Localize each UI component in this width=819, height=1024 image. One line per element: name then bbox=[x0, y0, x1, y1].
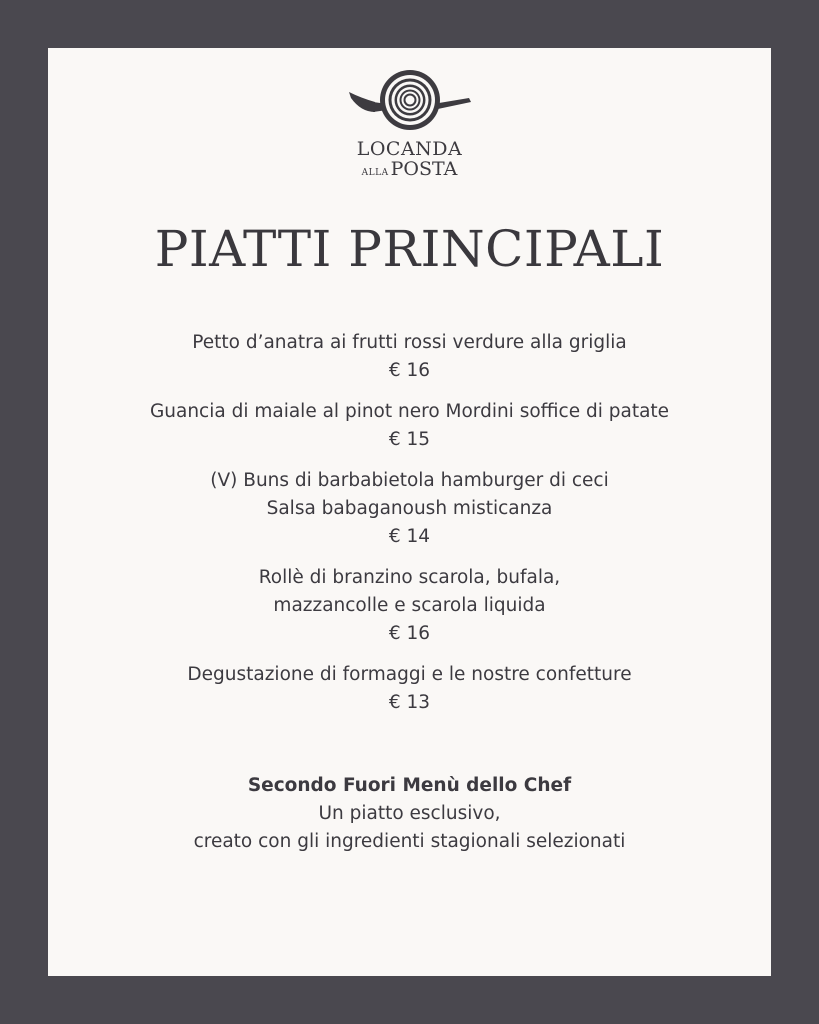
brand-name-line1: LOCANDA bbox=[356, 138, 463, 160]
dish-price: € 15 bbox=[388, 429, 431, 450]
dish-name: Degustazione di formaggi e le nostre confetture bbox=[187, 664, 632, 685]
dish-price: € 16 bbox=[388, 623, 431, 644]
post-horn-icon bbox=[347, 68, 473, 132]
dish-item bbox=[48, 564, 771, 648]
chef-special bbox=[48, 772, 771, 856]
brand-posta: POSTA bbox=[390, 158, 458, 180]
logo bbox=[48, 68, 771, 132]
dish-name: Guancia di maiale al pinot nero Mordini soffice di patate bbox=[149, 401, 670, 422]
page-title: PIATTI PRINCIPALI bbox=[154, 220, 665, 278]
chef-special-line1: Un piatto esclusivo, bbox=[318, 803, 501, 824]
dish-item bbox=[48, 661, 771, 717]
dish-item bbox=[48, 467, 771, 551]
chef-special-heading: Secondo Fuori Menù dello Chef bbox=[247, 775, 572, 796]
brand-name-line2 bbox=[48, 158, 771, 180]
brand-alla: ALLA bbox=[361, 168, 389, 178]
dish-description: Salsa babaganoush misticanza bbox=[266, 498, 553, 519]
dish-price: € 16 bbox=[388, 360, 431, 381]
dish-price: € 14 bbox=[388, 526, 431, 547]
dish-item bbox=[48, 329, 771, 385]
dish-item bbox=[48, 398, 771, 454]
dish-description: mazzancolle e scarola liquida bbox=[273, 595, 546, 616]
dish-list bbox=[48, 329, 771, 730]
chef-special-line2: creato con gli ingredienti stagionali selezionati bbox=[193, 831, 626, 852]
dish-name: (V) Buns di barbabietola hamburger di ceci bbox=[210, 470, 609, 491]
dish-price: € 13 bbox=[388, 692, 431, 713]
menu-card bbox=[48, 48, 771, 976]
dish-name: Petto d’anatra ai frutti rossi verdure alla griglia bbox=[192, 332, 627, 353]
dish-name: Rollè di branzino scarola, bufala, bbox=[258, 567, 561, 588]
